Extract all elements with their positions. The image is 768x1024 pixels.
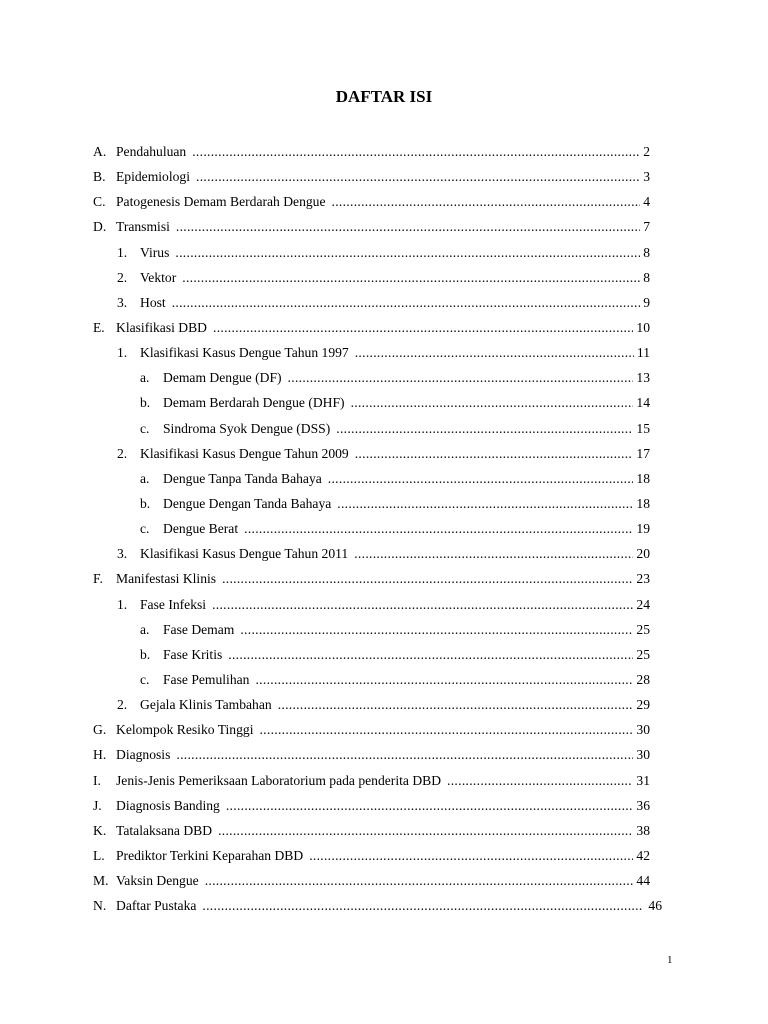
toc-entry-title: Gejala Klinis Tambahan [140,697,272,713]
toc-entry-line [116,868,650,893]
toc-entry-marker: 3. [117,294,128,310]
toc-entry [0,491,768,516]
toc-entry-marker: c. [140,671,150,687]
dot-leader [213,315,633,340]
toc-entry-title: Klasifikasi Kasus Dengue Tahun 1997 [140,345,349,361]
toc-entry-line [116,566,650,591]
toc-entry [0,742,768,767]
toc-entry-marker: F. [93,571,103,587]
toc-entry [0,818,768,843]
toc-entry-marker: 1. [117,244,128,260]
toc-entry [0,416,768,441]
toc-entry-page: 17 [636,445,650,461]
dot-leader [337,491,633,516]
toc-entry-title: Pendahuluan [116,144,187,159]
toc-entry-title: Host [140,294,166,310]
toc-entry-page: 15 [636,420,650,436]
toc-entry-title: Transmisi [116,219,170,235]
toc-entry [0,566,768,591]
toc-entry-page: 3 [643,169,650,185]
toc-entry-page: 4 [643,194,650,210]
toc-entry-line [140,340,650,365]
toc-entry-marker: I. [93,772,101,788]
toc-entry [0,214,768,239]
toc-entry-page: 13 [636,370,650,386]
toc-entry-marker: L. [93,847,105,863]
toc-entry [0,139,768,164]
toc-entry-page: 38 [636,822,650,838]
toc-entry-marker: H. [93,747,107,763]
toc-entry-line [116,214,650,239]
page-number: 1 [667,954,673,966]
toc-entry-line [116,189,650,214]
dot-leader [328,466,634,491]
toc-entry-line [116,315,650,340]
toc-entry-title: Fase Demam [163,621,235,637]
toc-entry-page: 28 [636,671,650,687]
toc-entry-line [140,441,650,466]
table-of-contents [0,139,768,918]
dot-leader [255,667,633,692]
toc-entry-title: Diagnosis Banding [116,797,220,813]
dot-leader [278,692,634,717]
toc-entry-title: Fase Pemulihan [163,671,250,687]
toc-entry-page: 11 [636,345,650,361]
toc-entry-marker: 2. [117,269,128,285]
toc-entry-page: 29 [636,697,650,713]
toc-entry-marker: b. [140,495,151,511]
dot-leader [175,240,640,265]
toc-entry-title: Dengue Dengan Tanda Bahaya [163,495,332,511]
toc-entry-marker: K. [93,822,107,838]
toc-entry-page: 8 [643,269,650,285]
toc-entry [0,164,768,189]
toc-entry-page: 25 [636,646,650,662]
toc-entry-line [140,592,650,617]
dot-leader [218,818,633,843]
toc-entry-line [116,893,662,918]
toc-entry-title: Demam Berdarah Dengue (DHF) [163,395,345,411]
dot-leader [192,139,640,164]
toc-entry-page: 30 [636,722,650,738]
toc-entry-title: Manifestasi Klinis [116,571,217,587]
toc-entry-page: 25 [636,621,650,637]
dot-leader [336,416,633,441]
toc-entry-marker: 1. [117,345,128,361]
toc-entry [0,793,768,818]
toc-entry-title: Diagnosis [116,747,171,763]
toc-entry-marker: 2. [117,445,128,461]
toc-entry [0,240,768,265]
toc-entry-title: Klasifikasi DBD [116,319,207,335]
toc-entry-marker: 2. [117,697,128,713]
toc-entry-line [140,692,650,717]
toc-entry-line [163,416,650,441]
dot-leader [196,164,640,189]
toc-entry-page: 8 [643,244,650,260]
toc-entry-title: Klasifikasi Kasus Dengue Tahun 2011 [140,546,349,562]
toc-entry-marker: a. [140,370,150,386]
toc-entry-page: 24 [636,596,650,612]
dot-leader [228,642,633,667]
toc-entry-marker: C. [93,194,106,210]
toc-entry-marker: c. [140,420,150,436]
toc-entry-page: 46 [648,898,662,914]
dot-leader [355,441,634,466]
toc-entry-marker: B. [93,169,106,185]
toc-entry-page: 31 [636,772,650,788]
toc-entry-marker: J. [93,797,102,813]
toc-entry [0,667,768,692]
toc-entry [0,340,768,365]
toc-entry [0,692,768,717]
toc-entry-marker: G. [93,722,107,738]
toc-entry [0,541,768,566]
dot-leader [212,592,633,617]
toc-entry-line [163,491,650,516]
toc-entry-marker: c. [140,521,150,537]
toc-entry-line [116,768,650,793]
toc-entry-page: 23 [636,571,650,587]
dot-leader [240,617,633,642]
toc-entry-title: Fase Kritis [163,646,223,662]
toc-entry-title: Sindroma Syok Dengue (DSS) [163,420,331,436]
toc-entry [0,868,768,893]
toc-entry-page: 42 [636,847,650,863]
toc-entry-line [140,265,650,290]
toc-entry-title: Klasifikasi Kasus Dengue Tahun 2009 [140,445,349,461]
toc-entry-line [140,541,650,566]
toc-entry-line [116,818,650,843]
toc-entry [0,365,768,390]
toc-entry-page: 18 [636,495,650,511]
toc-entry-page: 19 [636,521,650,537]
dot-leader [259,717,633,742]
toc-entry-marker: b. [140,646,151,662]
toc-entry-page: 18 [636,470,650,486]
toc-entry-marker: b. [140,395,151,411]
toc-entry-page: 20 [636,546,650,562]
toc-entry-page: 9 [643,294,650,310]
toc-entry-title: Epidemiologi [116,169,191,185]
toc-entry-title: Dengue Berat [163,521,239,537]
toc-entry-line [116,717,650,742]
toc-entry-page: 36 [636,797,650,813]
toc-entry-line [116,164,650,189]
toc-entry-page: 10 [636,319,650,335]
toc-entry-line [163,466,650,491]
toc-entry-marker: D. [93,219,107,235]
toc-entry-title: Vaksin Dengue [116,873,199,889]
toc-entry-line [163,516,650,541]
toc-entry-marker: N. [93,898,107,914]
dot-leader [222,566,633,591]
toc-entry-line [116,742,650,767]
toc-entry-title: Daftar Pustaka [116,898,197,914]
toc-entry [0,441,768,466]
toc-entry-title: Virus [140,244,170,260]
toc-entry-page: 44 [636,873,650,889]
toc-entry [0,390,768,415]
toc-entry [0,466,768,491]
toc-entry [0,516,768,541]
toc-entry-marker: 1. [117,596,128,612]
toc-entry-title: Patogenesis Demam Berdarah Dengue [116,194,326,210]
toc-entry-title: Jenis-Jenis Pemeriksaan Laboratorium pada penderita DBD [116,772,442,788]
dot-leader [182,265,640,290]
page-title: DAFTAR ISI [335,87,433,106]
toc-entry-marker: E. [93,319,105,335]
toc-entry [0,265,768,290]
toc-entry [0,592,768,617]
toc-entry-line [163,617,650,642]
dot-leader [309,843,633,868]
toc-entry [0,717,768,742]
toc-entry [0,642,768,667]
toc-entry-page: 7 [643,219,650,235]
toc-entry [0,893,768,918]
dot-leader [205,868,634,893]
dot-leader [244,516,633,541]
toc-entry-title: Demam Dengue (DF) [163,370,282,386]
dot-leader [354,541,633,566]
toc-entry-line [116,843,650,868]
toc-entry [0,768,768,793]
dot-leader [288,365,634,390]
dot-leader [332,189,641,214]
toc-entry-line [163,667,650,692]
dot-leader [176,214,640,239]
toc-entry-line [163,642,650,667]
dot-leader [226,793,634,818]
toc-entry-marker: M. [93,873,109,889]
toc-entry-title: Prediktor Terkini Keparahan DBD [116,847,304,863]
toc-entry-page: 30 [636,747,650,763]
toc-entry-line [140,290,650,315]
dot-leader [351,390,634,415]
toc-entry-line [163,365,650,390]
dot-leader [202,893,642,918]
toc-entry-line [116,139,650,164]
toc-entry-title: Fase Infeksi [140,596,207,612]
toc-entry-line [116,793,650,818]
toc-entry [0,290,768,315]
dot-leader [355,340,634,365]
toc-entry-line [140,240,650,265]
toc-entry-title: Vektor [140,269,177,285]
toc-entry-marker: a. [140,470,150,486]
toc-entry-marker: A. [93,144,107,159]
dot-leader [447,768,633,793]
dot-leader [172,290,641,315]
toc-entry [0,843,768,868]
toc-entry-page: 14 [636,395,650,411]
dot-leader [176,742,633,767]
toc-entry-marker: a. [140,621,150,637]
toc-entry-line [163,390,650,415]
toc-entry [0,189,768,214]
toc-entry-title: Dengue Tanpa Tanda Bahaya [163,470,322,486]
toc-entry-page: 2 [643,144,650,159]
toc-entry-title: Kelompok Resiko Tinggi [116,722,254,738]
toc-entry-title: Tatalaksana DBD [116,822,213,838]
toc-entry-marker: 3. [117,546,128,562]
toc-entry [0,315,768,340]
toc-entry [0,617,768,642]
